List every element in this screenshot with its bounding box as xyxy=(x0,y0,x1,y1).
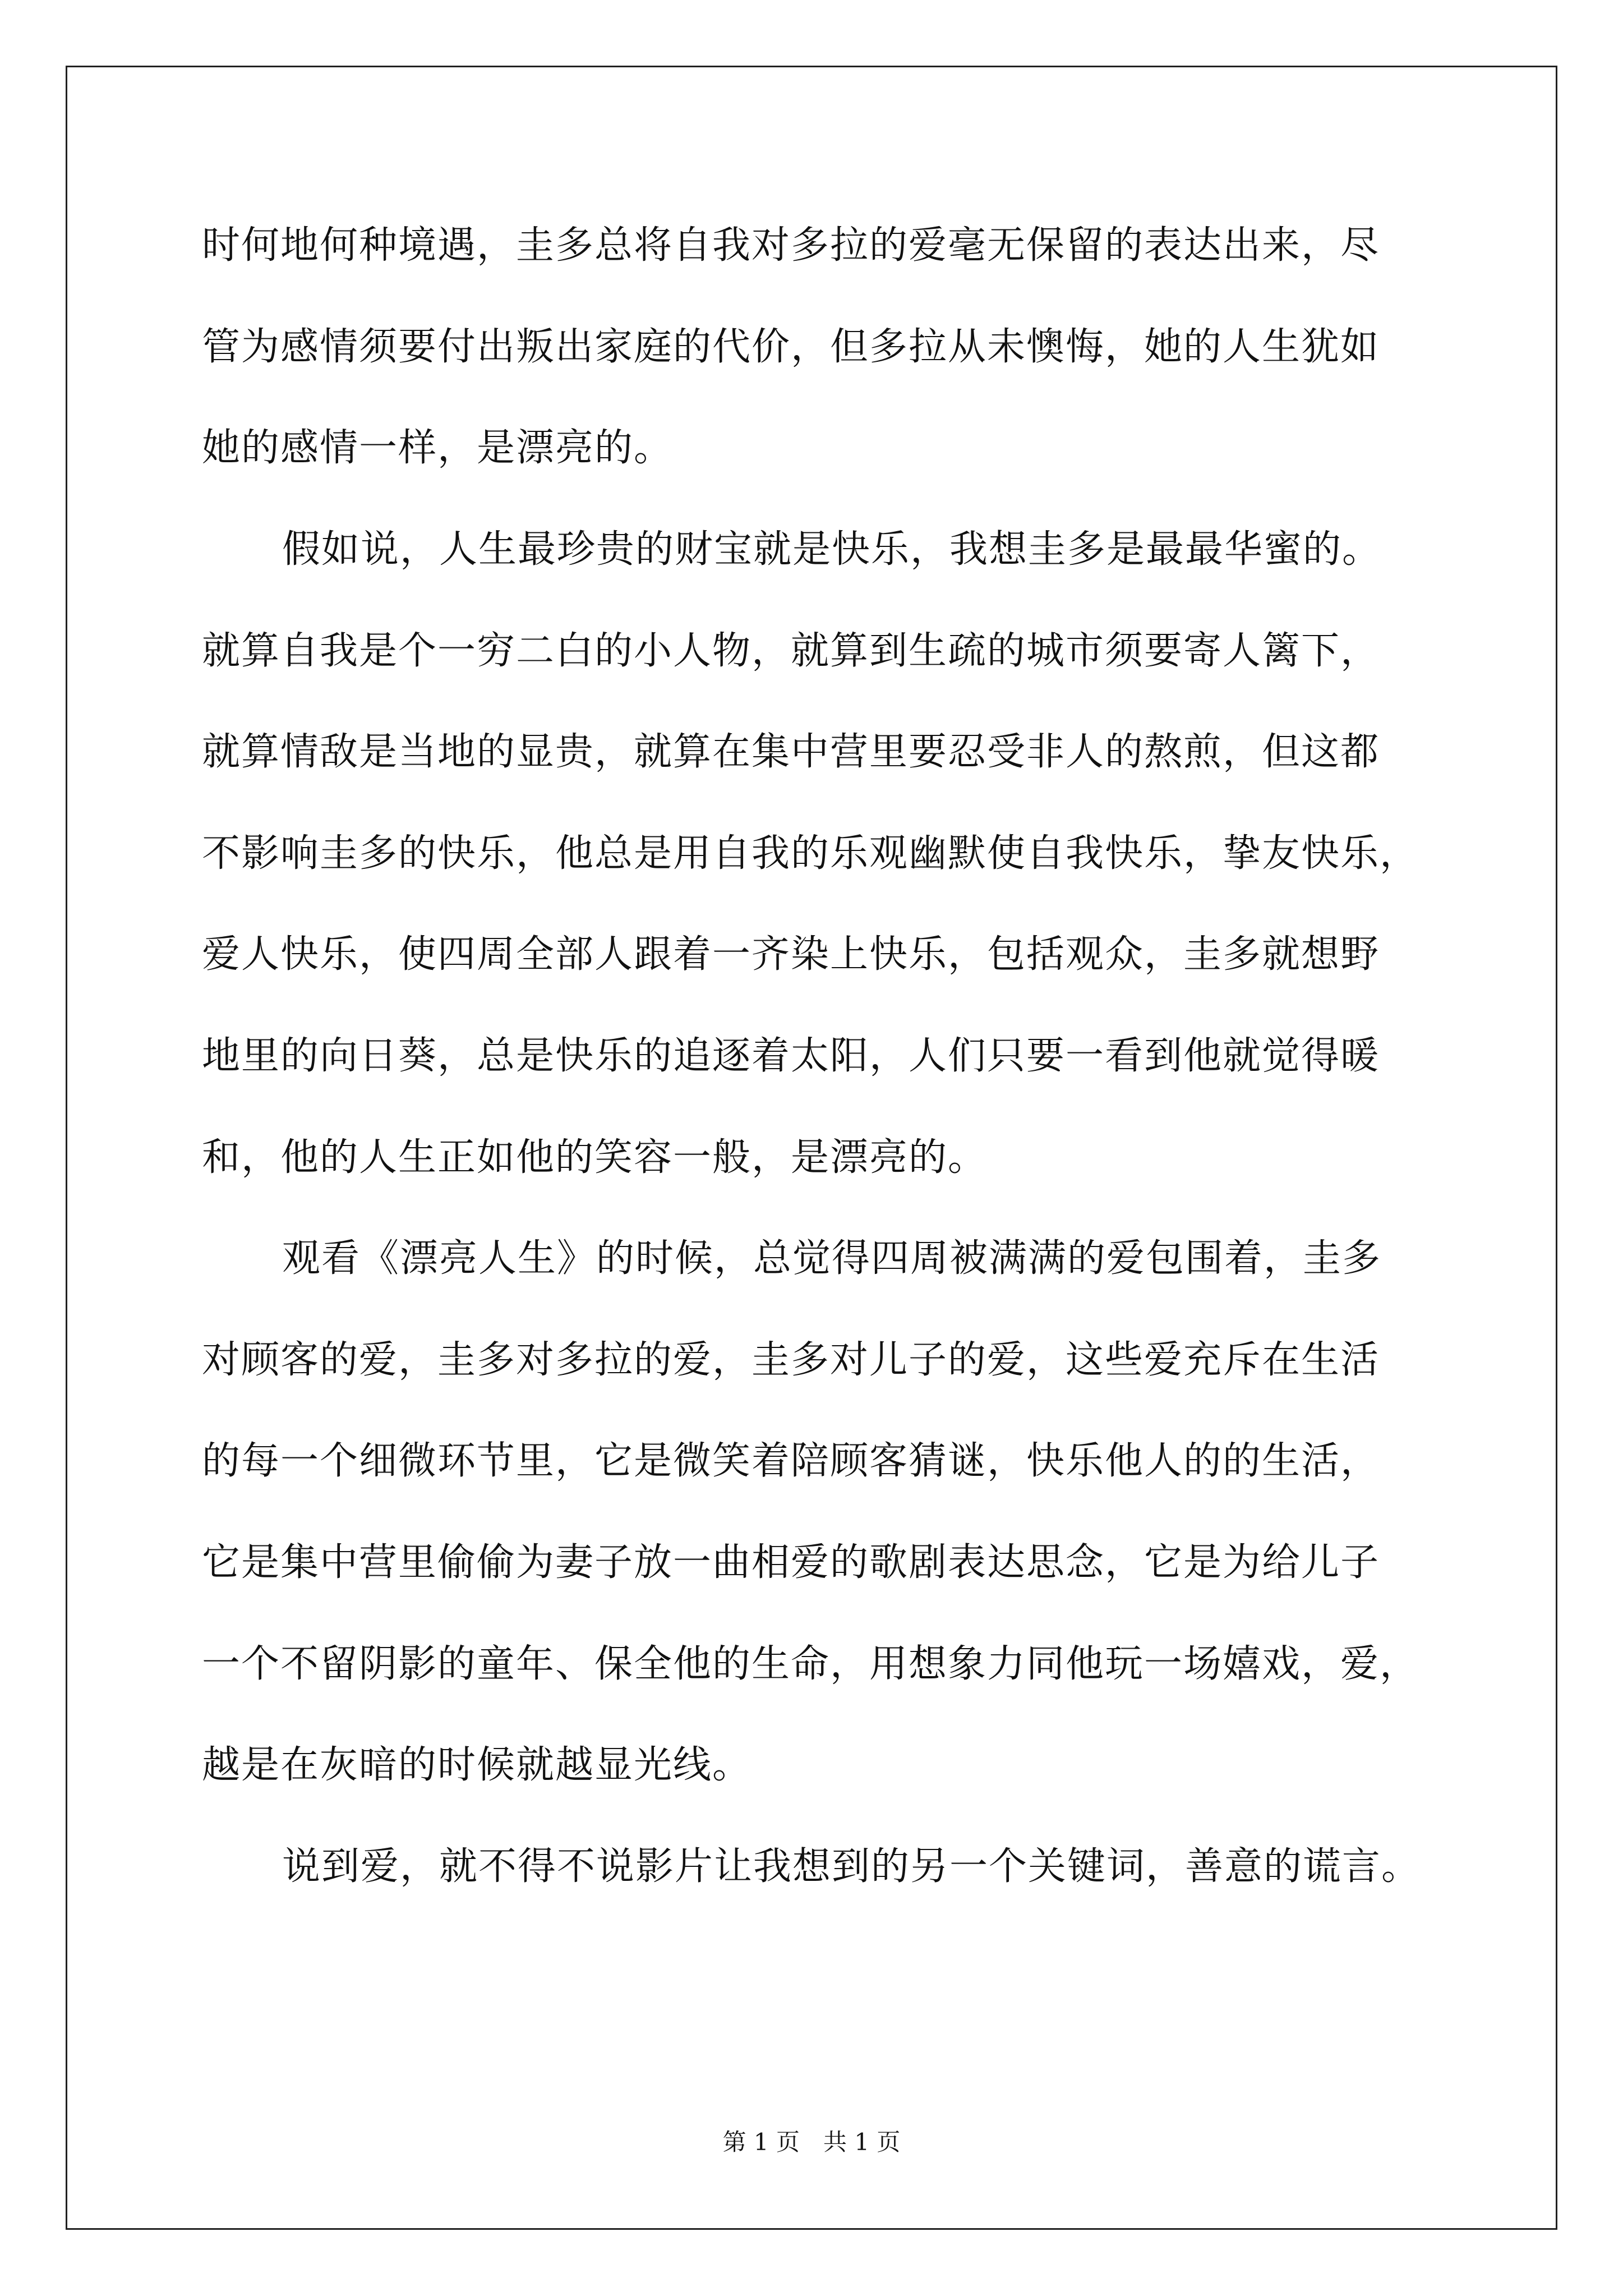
text-line-2: 管为感情须要付出叛出家庭的代价，但多拉从未懊悔，她的人生犹如 xyxy=(202,325,1380,369)
text-line-11: 观看《漂亮人生》的时候，总觉得四周被满满的爱包围着，圭多 xyxy=(282,1236,1382,1281)
text-line-13: 的每一个细微环节里，它是微笑着陪顾客猜谜，快乐他人的的生活， xyxy=(202,1439,1380,1483)
text-line-10: 和，他的人生正如他的笑容一般，是漂亮的。 xyxy=(202,1135,988,1180)
page-number-footer: 第 1 页 共 1 页 xyxy=(722,2128,901,2156)
text-line-14: 它是集中营里偷偷为妻子放一曲相爱的歌剧表达思念，它是为给儿子 xyxy=(202,1540,1380,1585)
text-line-9: 地里的向日葵，总是快乐的追逐着太阳，人们只要一看到他就觉得暖 xyxy=(202,1034,1380,1078)
text-line-7: 不影响圭多的快乐，他总是用自我的乐观幽默使自我快乐，挚友快乐， xyxy=(202,831,1419,876)
text-line-15: 一个不留阴影的童年、保全他的生命，用想象力同他玩一场嬉戏，爱， xyxy=(202,1642,1419,1686)
text-line-8: 爱人快乐，使四周全部人跟着一齐染上快乐，包括观众，圭多就想野 xyxy=(202,932,1380,977)
text-line-17: 说到爱，就不得不说影片让我想到的另一个关键词，善意的谎言。 xyxy=(282,1844,1421,1889)
text-line-1: 时何地何种境遇，圭多总将自我对多拉的爱毫无保留的表达出来，尽 xyxy=(202,223,1380,268)
text-line-4: 假如说，人生最珍贵的财宝就是快乐，我想圭多是最最华蜜的。 xyxy=(282,527,1382,572)
text-line-16: 越是在灰暗的时候就越显光线。 xyxy=(202,1743,752,1787)
text-line-6: 就算情敌是当地的显贵，就算在集中营里要忍受非人的熬煎，但这都 xyxy=(202,730,1380,774)
text-line-3: 她的感情一样，是漂亮的。 xyxy=(202,426,674,470)
text-line-5: 就算自我是个一穷二白的小人物，就算到生疏的城市须要寄人篱下， xyxy=(202,629,1380,673)
text-line-12: 对顾客的爱，圭多对多拉的爱，圭多对儿子的爱，这些爱充斥在生活 xyxy=(202,1338,1380,1382)
